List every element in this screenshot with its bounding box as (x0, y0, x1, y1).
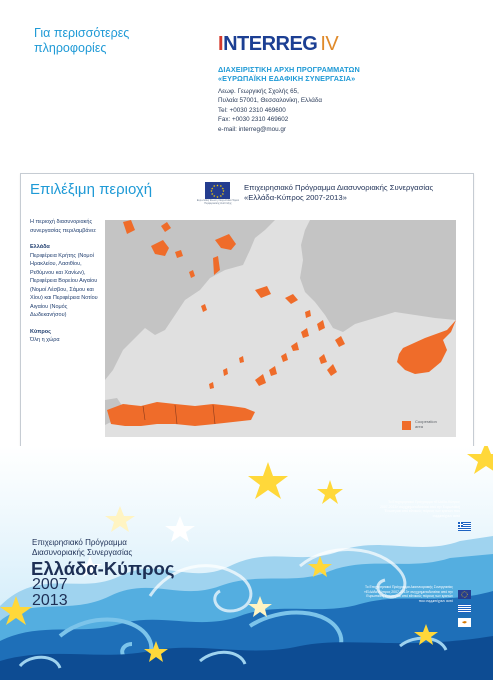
footer-years (32, 577, 68, 609)
svg-text:★: ★ (216, 183, 219, 188)
svg-text:★: ★ (212, 194, 216, 198)
year-start: 2007 (32, 576, 68, 593)
cyprus-flag-icon (458, 614, 471, 623)
authority-line-2: «ΕΥΡΩΠΑΪΚΗ ΕΔΑΦΙΚΗ ΣΥΝΕΡΓΑΣΙΑ» (218, 74, 356, 83)
svg-text:★: ★ (210, 186, 214, 191)
legend-line-2: area (415, 424, 424, 429)
intro-text: Η περιοχή διασυνοριακής συνεργασίας περιλαμβάνει: (30, 219, 97, 234)
svg-text:★: ★ (221, 191, 225, 196)
fax-number: Fax: +0030 2310 469602 (218, 116, 289, 124)
svg-text:★: ★ (216, 194, 219, 199)
programme-name (244, 183, 469, 203)
email-address[interactable]: e-mail: interreg@mou.gr (218, 125, 286, 133)
cyprus-regions: Όλη η χώρα (30, 337, 60, 343)
cofunding-note: Το Επιχειρησιακό Πρόγραμμα «Ελλάδα-Κύπρος 2007-2013» συγχρηματοδοτείται από την Ευρωπαϊκή Ένωση και από εθνικούς πόρους των κρατών που συμμετέχουν αυτό (380, 500, 460, 519)
greek-flag-small-icon (458, 600, 471, 609)
year-end: 2013 (32, 592, 68, 609)
cofunding-note-lower: Το Επιχειρησιακό Πρόγραμμα Διασυνοριακής Συνεργασίας «Ελλάδα-Κύπρος 2007-2013» συγχρηματοδοτείται από την Ευρωπαϊκή Ένωση και από εθνικούς πόρους των κρατών που συμμετέχουν αυτό (364, 585, 453, 604)
greece-heading: Ελλάδα (30, 244, 50, 250)
cyprus-heading: Κύπρος (30, 328, 52, 335)
address-city: Πυλαία 57001, Θεσσαλονίκη, Ελλάδα (218, 97, 323, 105)
legend-swatch (402, 421, 411, 430)
logo-accent-letter: I (218, 33, 224, 55)
eu-flag-icon (205, 182, 230, 199)
legend-line-1: Cooperation (415, 419, 437, 424)
svg-text:★: ★ (221, 186, 225, 191)
greece-regions: Περιφέρεια Κρήτης (Νομοί Ηρακλείου, Λασιθίου, Ρεθύμνου και Χανίων), Περιφέρεια Βορείου Αιγαίου (Νομοί Λέσβου, Σάμου και Χίου) και Περιφέρεια Νοτίου Αιγαίου (Νομός Δωδεκανήσου) (30, 252, 98, 318)
address-street: Λεωφ. Γεωργικής Σχολής 65, (218, 88, 299, 95)
legend-label (415, 419, 437, 429)
footer-programme-line-2: Διασυνοριακής Συνεργασίας (32, 548, 133, 557)
svg-text:★: ★ (210, 191, 214, 196)
logo-text: NTERREG (223, 33, 318, 55)
contact-address (218, 87, 322, 134)
managing-authority (218, 65, 360, 83)
programme-line-2: «Ελλάδα-Κύπρος 2007-2013» (244, 193, 347, 202)
svg-text:★: ★ (219, 184, 223, 189)
eu-caption: Ευρωπαϊκή Ένωση / Ευρωπαϊκό Ταμείο Περιφερειακής Ανάπτυξης (196, 199, 240, 205)
interreg-logo (218, 33, 338, 56)
card-title: Επιλέξιμη περιοχή (30, 181, 153, 198)
greek-flag-icon (458, 518, 471, 527)
logo-numeral: IV (320, 33, 339, 55)
footer-title: Ελλάδα-Κύπρος (31, 558, 175, 579)
phone-number: Tel: +0030 2310 469600 (218, 106, 286, 114)
svg-text:★: ★ (222, 189, 225, 194)
cooperation-area-map (105, 220, 456, 437)
more-info-heading: Για περισσότερες πληροφορίες (34, 26, 130, 55)
eligible-area-description (30, 218, 102, 345)
svg-text:★: ★ (210, 189, 213, 194)
eu-flag-small-icon (458, 586, 471, 595)
programme-line-1: Επιχειρησιακό Πρόγραμμα Διασυνοριακής Συνεργασίας (244, 183, 434, 192)
authority-line-1: ΔΙΑΧΕΙΡΙΣΤΙΚΗ ΑΡΧΗ ΠΡΟΓΡΑΜΜΑΤΩΝ (218, 65, 360, 74)
footer-programme (32, 538, 202, 558)
footer-programme-line-1: Επιχειρησιακό Πρόγραμμα (32, 538, 127, 547)
svg-text:★: ★ (219, 194, 223, 198)
svg-text:★: ★ (212, 184, 216, 189)
